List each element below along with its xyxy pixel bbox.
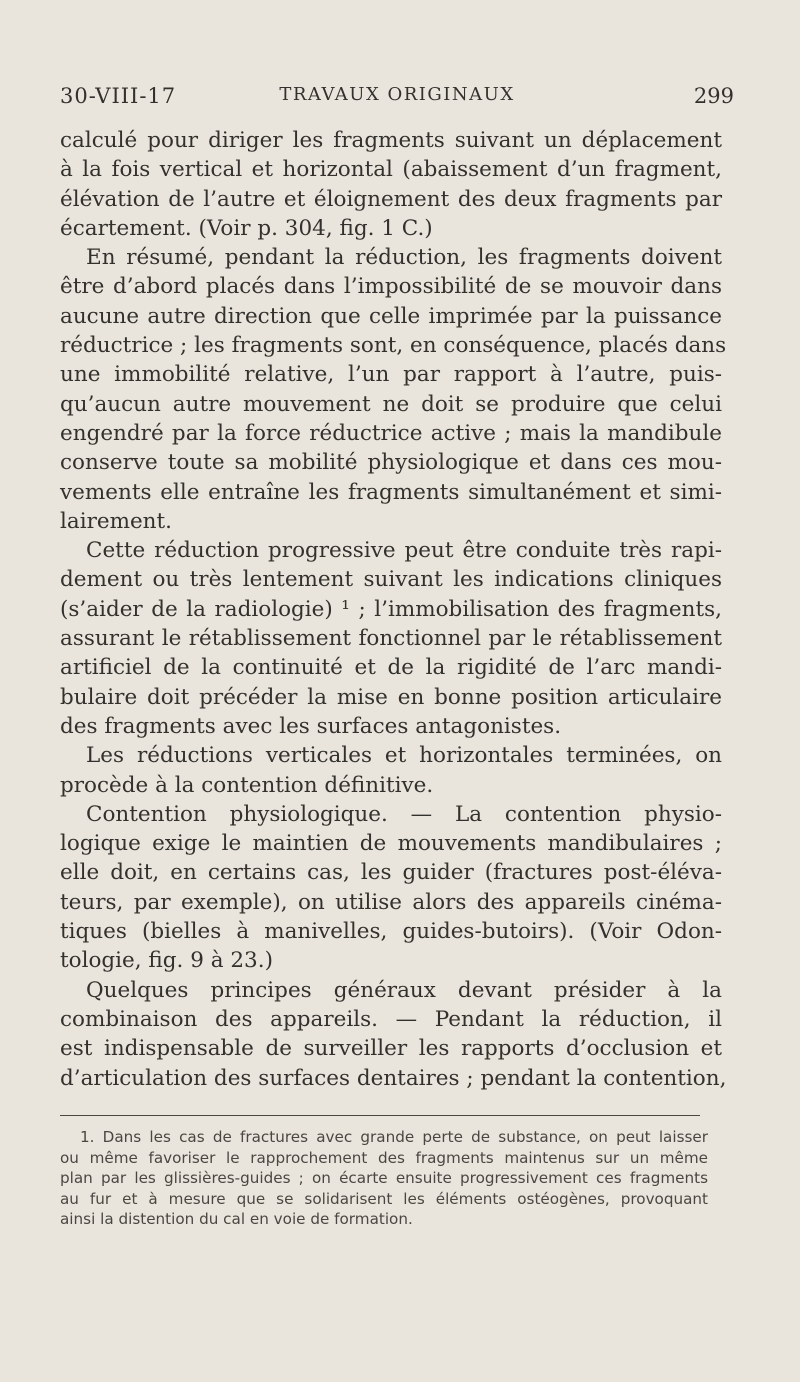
body-line: assurant le rétablissement fonctionnel par le rétablissement [60, 626, 722, 652]
body-line: En résumé, pendant la réduction, les fragments doivent [86, 245, 722, 271]
footnote-rule [60, 1115, 700, 1116]
body-line: qu’aucun autre mouvement ne doit se produire que celui [60, 391, 722, 417]
body-line: procède à la contention définitive. [60, 772, 434, 798]
body-line: élévation de l’autre et éloignement des deux fragments par [60, 186, 722, 212]
body-line: tologie, fig. 9 à 23.) [60, 948, 273, 974]
body-line: est indispensable de surveiller les rapports d’occlusion et [60, 1036, 722, 1062]
body-line: teurs, par exemple), on utilise alors des appareils cinéma- [60, 889, 722, 915]
body-line: Les réductions verticales et horizontales terminées, on [86, 743, 722, 769]
body-line: des fragments avec les surfaces antagonistes. [60, 713, 562, 739]
body-line: bulaire doit précéder la mise en bonne position articulaire [60, 684, 722, 710]
running-header [60, 84, 734, 118]
body-line: être d’abord placés dans l’impossibilité de se mouvoir dans [60, 274, 722, 300]
body-line: (s’aider de la radiologie) ¹ ; l’immobilisation des fragments, [60, 596, 722, 622]
footnote [60, 1127, 708, 1230]
body-line: Contention physiologique. — La contention physio- [86, 801, 722, 827]
body-line: tiques (bielles à manivelles, guides-butoirs). (Voir Odon- [60, 919, 722, 945]
body-line: combinaison des appareils. — Pendant la réduction, il [60, 1006, 722, 1032]
header-date: 30-VIII-17 [60, 84, 177, 108]
footnote-line: plan par les glissières-guides ; on écarte ensuite progressivement ces fragments [60, 1169, 708, 1188]
footnote-line: ou même favoriser le rapprochement des fragments maintenus sur un même [60, 1148, 708, 1167]
body-line: engendré par la force réductrice active ; mais la mandibule [60, 420, 722, 446]
body-line: une immobilité relative, l’un par rapport à l’autre, puis- [60, 362, 722, 388]
body-line: Quelques principes généraux devant présider à la [86, 977, 722, 1003]
body-line: logique exige le maintien de mouvements mandibulaires ; [60, 831, 722, 857]
body-line: écartement. (Voir p. 304, fig. 1 C.) [60, 215, 433, 241]
body-line: dement ou très lentement suivant les indications cliniques [60, 567, 722, 593]
page-number: 299 [693, 84, 734, 108]
body-line: Cette réduction progressive peut être conduite très rapi- [86, 538, 722, 564]
body-line: conserve toute sa mobilité physiologique et dans ces mou- [60, 450, 722, 476]
footnote-line: 1. Dans les cas de fractures avec grande perte de substance, on peut laisser [80, 1128, 708, 1146]
body-line: artificiel de la continuité et de la rigidité de l’arc mandi- [60, 655, 722, 681]
footnote-line: au fur et à mesure que se solidarisent les éléments ostéogènes, provoquant [60, 1189, 708, 1208]
body-line: elle doit, en certains cas, les guider (fractures post-éléva- [60, 860, 722, 886]
body-line: aucune autre direction que celle imprimée par la puissance [60, 303, 722, 329]
header-section-title: TRAVAUX ORIGINAUX [279, 84, 515, 105]
body-line: vements elle entraîne les fragments simultanément et simi- [60, 479, 722, 505]
body-line: calculé pour diriger les fragments suivant un déplacement [60, 128, 722, 153]
body-line: d’articulation des surfaces dentaires ; pendant la contention, [60, 1065, 727, 1091]
body-line: réductrice ; les fragments sont, en conséquence, placés dans [60, 333, 727, 359]
body-line: lairement. [60, 508, 173, 534]
body-text [60, 126, 727, 1093]
footnote-line: ainsi la distention du cal en voie de formation. [60, 1210, 413, 1229]
body-line: à la fois vertical et horizontal (abaissement d’un fragment, [60, 157, 722, 183]
